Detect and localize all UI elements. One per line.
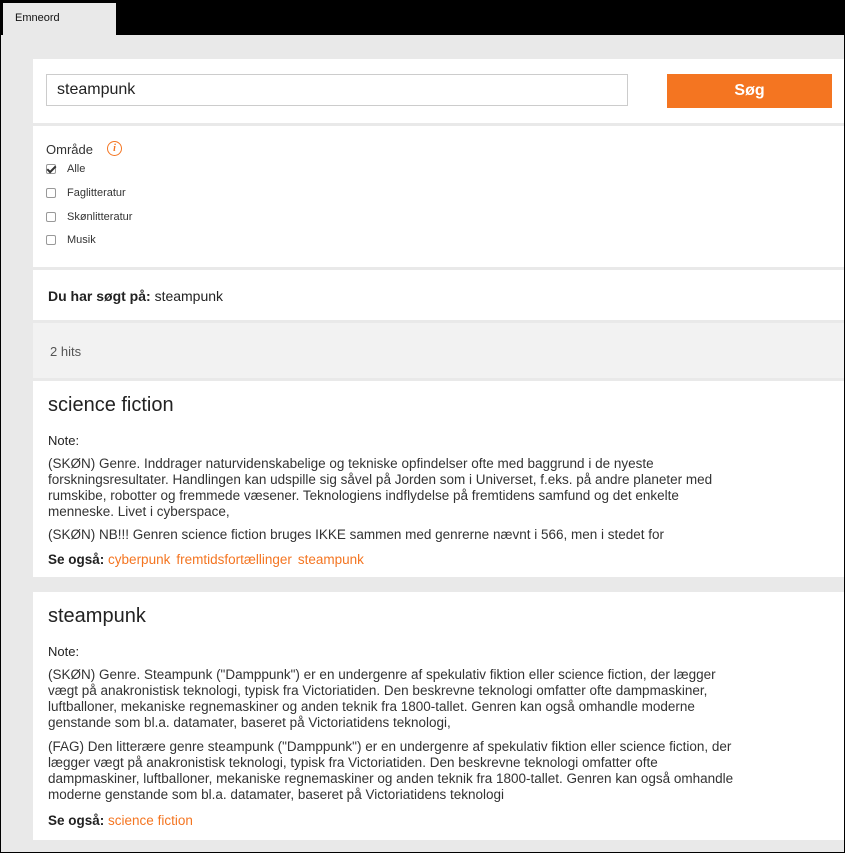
filter-option-label: Skønlitteratur	[67, 211, 133, 223]
searched-term: steampunk	[154, 288, 224, 304]
checkbox-icon[interactable]	[46, 235, 56, 245]
see-also	[48, 552, 370, 567]
note-text: (SKØN) Genre. Steampunk ("Damppunk") er en undergenre af spekulativ fiktion eller science fiction, der lægger vægt på anakronistisk teknologi, typisk fra Victoriatiden. Den beskrevne teknologi omfatter ofte dampmaskiner, luftballoner, mekaniske regnemaskiner og anden teknik fra 1800-tallet. Genren kan også omhandle moderne genstande som bl.a. datamater, baseret på Victoriatidens teknologi,	[48, 667, 716, 730]
filter-option-skonlitteratur[interactable]	[46, 211, 132, 223]
checkbox-icon[interactable]	[46, 188, 56, 198]
searched-summary	[48, 288, 223, 304]
search-input[interactable]	[46, 74, 628, 106]
see-also-link[interactable]: fremtidsfortællinger	[176, 552, 292, 567]
searched-panel	[33, 270, 844, 320]
note-text: (SKØN) NB!!! Genren science fiction bruges IKKE sammen med genrerne nævnt i 566, men i stedet for	[48, 527, 665, 542]
result-card	[33, 592, 844, 840]
filter-option-musik[interactable]	[46, 234, 96, 246]
checkbox-icon[interactable]	[46, 212, 56, 222]
note-text: (FAG) Den litterære genre steampunk ("Damppunk") er en undergenre af spekulativ fiktion eller science fiction, der lægger vægt på anakronistisk teknologi, typisk fra Victoriatiden. Den beskrevne teknologi omfatter ofte dampmaskiner, luftballoner, mekaniske regnemaskiner og anden teknik fra 1800-tallet. Genren kan også omhandle moderne genstande som bl.a. datamater, baseret på Victoriatidens teknologi	[48, 739, 734, 802]
searched-label: Du har søgt på:	[48, 288, 151, 304]
note-text: (SKØN) Genre. Inddrager naturvidenskabelige og tekniske opfindelser ofte med baggrund i de nyeste forskningsresultater. Handlingen kan udspille sig såvel på Jorden som i Universet, f.eks. på andre planeter med rumskibe, robotter og fremmede væsener. Teknologiens indflydelse på fremtidens samfund og det enkelte menneske. Livet i cyberspace,	[48, 456, 713, 519]
search-panel	[33, 59, 844, 123]
tab-emneord[interactable]: Emneord	[3, 3, 116, 35]
hits-panel	[33, 323, 844, 378]
filter-option-label: Musik	[67, 234, 96, 246]
filter-option-label: Alle	[67, 163, 86, 175]
info-icon[interactable]: i	[107, 141, 122, 156]
result-card	[33, 381, 844, 577]
result-title[interactable]: steampunk	[48, 605, 146, 627]
filter-title: Område	[46, 142, 93, 157]
filter-option-label: Faglitteratur	[67, 187, 126, 199]
main-content	[33, 59, 844, 840]
search-button[interactable]: Søg	[667, 74, 832, 108]
checkbox-checked-icon[interactable]	[46, 164, 56, 174]
filter-option-alle[interactable]	[46, 163, 85, 175]
see-also	[48, 813, 199, 828]
see-also-label: Se også:	[48, 552, 105, 567]
see-also-label: Se også:	[48, 813, 105, 828]
see-also-link[interactable]: cyberpunk	[108, 552, 171, 567]
see-also-link[interactable]: steampunk	[297, 552, 364, 567]
filter-option-faglitteratur[interactable]	[46, 187, 126, 199]
note-label: Note:	[48, 433, 80, 448]
result-title[interactable]: science fiction	[48, 394, 174, 416]
see-also-link[interactable]: science fiction	[108, 813, 193, 828]
filter-panel	[33, 126, 844, 267]
note-label: Note:	[48, 644, 80, 659]
hits-count: 2 hits	[50, 344, 82, 359]
tab-bar	[1, 1, 844, 35]
